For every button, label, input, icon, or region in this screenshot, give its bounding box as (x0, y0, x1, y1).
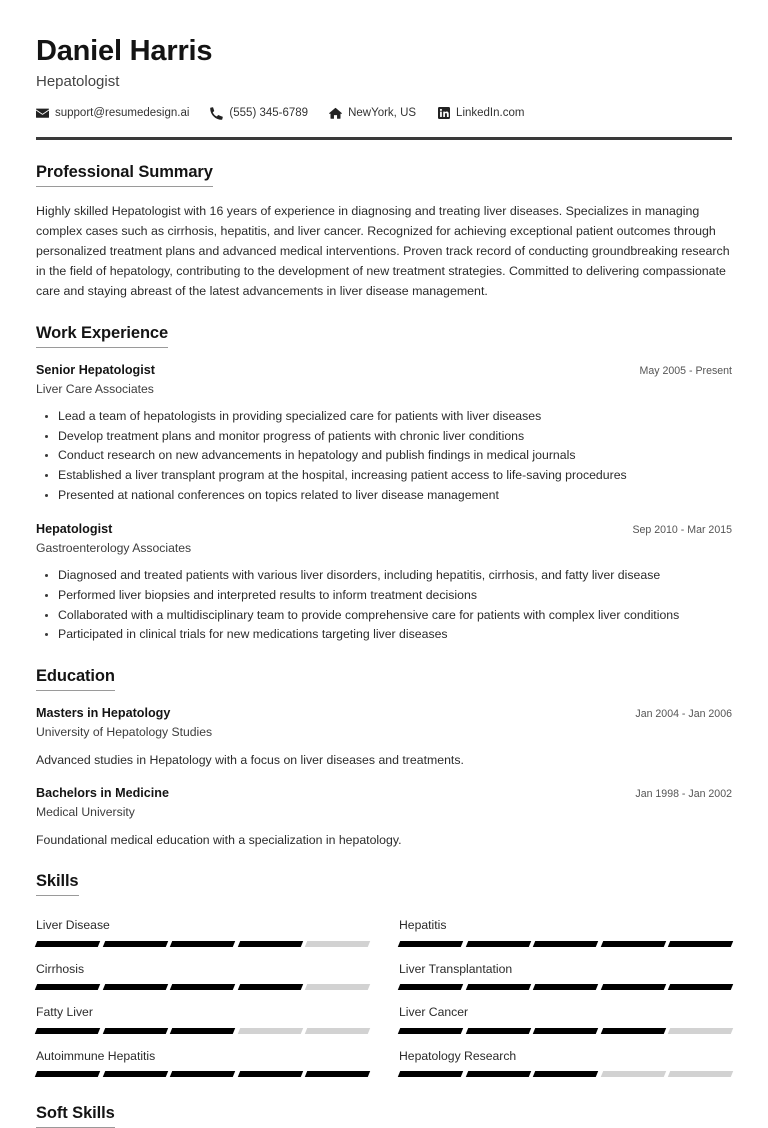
skill-label: Autoimmune Hepatitis (36, 1048, 156, 1063)
skill-label: Cirrhosis (36, 961, 85, 976)
education-degree: Bachelors in Medicine (36, 786, 169, 801)
contact-item-home[interactable] (329, 107, 416, 120)
contact-text: LinkedIn.com (456, 107, 525, 120)
contact-row (36, 107, 732, 120)
skill-rating-segment (238, 1028, 303, 1034)
skill-rating-segment (170, 1071, 235, 1077)
skill-rating-segment (35, 1071, 100, 1077)
work-entry-organization: Gastroenterology Associates (36, 541, 192, 556)
envelope-icon (36, 107, 49, 120)
skill-label: Hepatology Research (399, 1048, 517, 1063)
skill-rating-segment (601, 941, 666, 947)
skill-rating-bar (399, 941, 732, 947)
skill-rating-segment (398, 1071, 463, 1077)
skill-rating-segment (668, 941, 733, 947)
skill-item (36, 908, 369, 951)
skill-rating-segment (170, 941, 235, 947)
skill-item (399, 908, 732, 951)
skill-rating-segment (102, 1071, 167, 1077)
section-skills (36, 872, 732, 1082)
work-bullet-item: Diagnosed and treated patients with various liver disorders, including hepatitis, cirrhosis, and fatty liver disease (56, 566, 732, 585)
education-institution: Medical University (36, 805, 135, 820)
education-degree: Masters in Hepatology (36, 706, 171, 721)
skill-rating-segment (170, 1028, 235, 1034)
skill-rating-bar (399, 984, 732, 990)
skill-rating-segment (601, 1028, 666, 1034)
skill-rating-segment (601, 1071, 666, 1077)
education-description: Advanced studies in Hepatology with a focus on liver diseases and treatments. (36, 752, 464, 767)
work-entry (36, 521, 732, 644)
skill-rating-segment (305, 1028, 370, 1034)
skill-rating-bar (399, 1028, 732, 1034)
education-date: Jan 1998 - Jan 2002 (635, 788, 732, 801)
education-description: Foundational medical education with a specialization in hepatology. (36, 832, 402, 847)
skill-rating-segment (102, 941, 167, 947)
candidate-job-title: Hepatologist (36, 73, 120, 91)
skill-rating-segment (465, 984, 530, 990)
skill-item (36, 995, 369, 1038)
skill-rating-segment (465, 1028, 530, 1034)
skill-label: Liver Disease (36, 918, 110, 933)
work-bullet-item: Presented at national conferences on topics related to liver disease management (56, 486, 732, 505)
skill-label: Hepatitis (399, 918, 447, 933)
skill-rating-segment (305, 1071, 370, 1077)
skill-rating-segment (35, 1028, 100, 1034)
work-bullet-item: Established a liver transplant program at the hospital, increasing patient access to life-saving procedures (56, 466, 732, 485)
section-work-experience (36, 324, 732, 644)
skill-rating-segment (170, 984, 235, 990)
skill-item (399, 1039, 732, 1082)
header-divider (36, 137, 732, 140)
contact-text: NewYork, US (348, 107, 417, 120)
work-bullet-item: Develop treatment plans and monitor progress of patients with chronic liver conditions (56, 427, 732, 446)
skill-rating-segment (238, 984, 303, 990)
contact-item-linkedin[interactable] (437, 107, 524, 120)
skill-item (36, 952, 369, 995)
work-bullet-item: Participated in clinical trials for new medications targeting liver diseases (56, 625, 732, 644)
skill-rating-bar (36, 1071, 369, 1077)
work-entry-role: Senior Hepatologist (36, 363, 155, 378)
skill-rating-segment (35, 984, 100, 990)
skill-rating-segment (102, 984, 167, 990)
work-bullet-item: Collaborated with a multidisciplinary team to provide comprehensive care for patients with complex liver conditions (56, 606, 732, 625)
skill-rating-segment (102, 1028, 167, 1034)
skill-rating-bar (36, 984, 369, 990)
skill-rating-segment (668, 1028, 733, 1034)
skill-item (36, 1039, 369, 1082)
skill-rating-segment (533, 984, 598, 990)
contact-item-phone[interactable] (210, 107, 308, 120)
skill-label: Liver Cancer (399, 1005, 469, 1020)
skill-rating-bar (36, 1028, 369, 1034)
phone-icon (210, 107, 223, 120)
skill-item (399, 995, 732, 1038)
skill-rating-segment (238, 941, 303, 947)
resume-header (36, 0, 732, 140)
professional-summary-text: Highly skilled Hepatologist with 16 years of experience in diagnosing and treating liver diseases. Specializes in managing complex cases such as cirrhosis, hepatitis, and liver cancer. Recognized for achieving exceptional patient outcomes through personalized treatment plans and advanced medical interventions. Proven track record of conducting groundbreaking research in the field of hepatology, contributing to the development of new treatment strategies. Committed to delivering compassionate care and staying abreast of the latest advancements in liver disease management. (36, 203, 730, 299)
section-soft-skills (36, 1104, 732, 1128)
work-entry-bullets (36, 566, 732, 645)
work-entry-date: Sep 2010 - Mar 2015 (632, 524, 732, 537)
work-experience-list (36, 362, 732, 644)
contact-text: support@resumedesign.ai (55, 107, 190, 120)
education-institution: University of Hepatology Studies (36, 725, 213, 740)
skill-rating-segment (465, 941, 530, 947)
education-entry (36, 785, 732, 849)
education-date: Jan 2004 - Jan 2006 (635, 708, 732, 721)
section-title-skills: Skills (36, 872, 79, 896)
education-entry (36, 705, 732, 769)
skill-label: Liver Transplantation (399, 961, 513, 976)
contact-item-envelope[interactable] (36, 107, 189, 120)
skill-rating-bar (399, 1071, 732, 1077)
work-entry-date: May 2005 - Present (639, 365, 732, 378)
skill-rating-segment (35, 941, 100, 947)
work-entry-header (36, 521, 732, 538)
work-entry-bullets (36, 407, 732, 506)
skills-grid (36, 908, 732, 1082)
section-title-education: Education (36, 667, 115, 691)
section-professional-summary (36, 163, 732, 301)
skill-rating-segment (601, 984, 666, 990)
work-bullet-item: Conduct research on new advancements in hepatology and publish findings in medical journals (56, 446, 732, 465)
skill-rating-bar (36, 941, 369, 947)
education-list (36, 705, 732, 849)
work-entry-organization: Liver Care Associates (36, 382, 154, 397)
skill-rating-segment (668, 1071, 733, 1077)
section-title-work-experience: Work Experience (36, 324, 168, 348)
skill-label: Fatty Liver (36, 1005, 93, 1020)
skill-rating-segment (533, 941, 598, 947)
skill-rating-segment (465, 1071, 530, 1077)
section-education (36, 667, 732, 849)
skill-rating-segment (305, 941, 370, 947)
skill-rating-segment (533, 1028, 598, 1034)
skill-rating-segment (305, 984, 370, 990)
work-entry (36, 362, 732, 505)
education-entry-header (36, 705, 732, 722)
skill-rating-segment (668, 984, 733, 990)
skill-rating-segment (398, 984, 463, 990)
skill-item (399, 952, 732, 995)
section-title-soft-skills: Soft Skills (36, 1104, 115, 1128)
skill-rating-segment (533, 1071, 598, 1077)
candidate-name: Daniel Harris (36, 35, 213, 67)
section-title-professional-summary: Professional Summary (36, 163, 213, 187)
linkedin-icon (437, 107, 450, 120)
skill-rating-segment (398, 1028, 463, 1034)
contact-text: (555) 345-6789 (229, 107, 309, 120)
work-bullet-item: Lead a team of hepatologists in providing specialized care for patients with liver diseases (56, 407, 732, 426)
skill-rating-segment (398, 941, 463, 947)
skill-rating-segment (238, 1071, 303, 1077)
work-entry-header (36, 362, 732, 379)
education-entry-header (36, 785, 732, 802)
work-entry-role: Hepatologist (36, 522, 113, 537)
home-icon (329, 107, 342, 120)
work-bullet-item: Performed liver biopsies and interpreted results to inform treatment decisions (56, 586, 732, 605)
